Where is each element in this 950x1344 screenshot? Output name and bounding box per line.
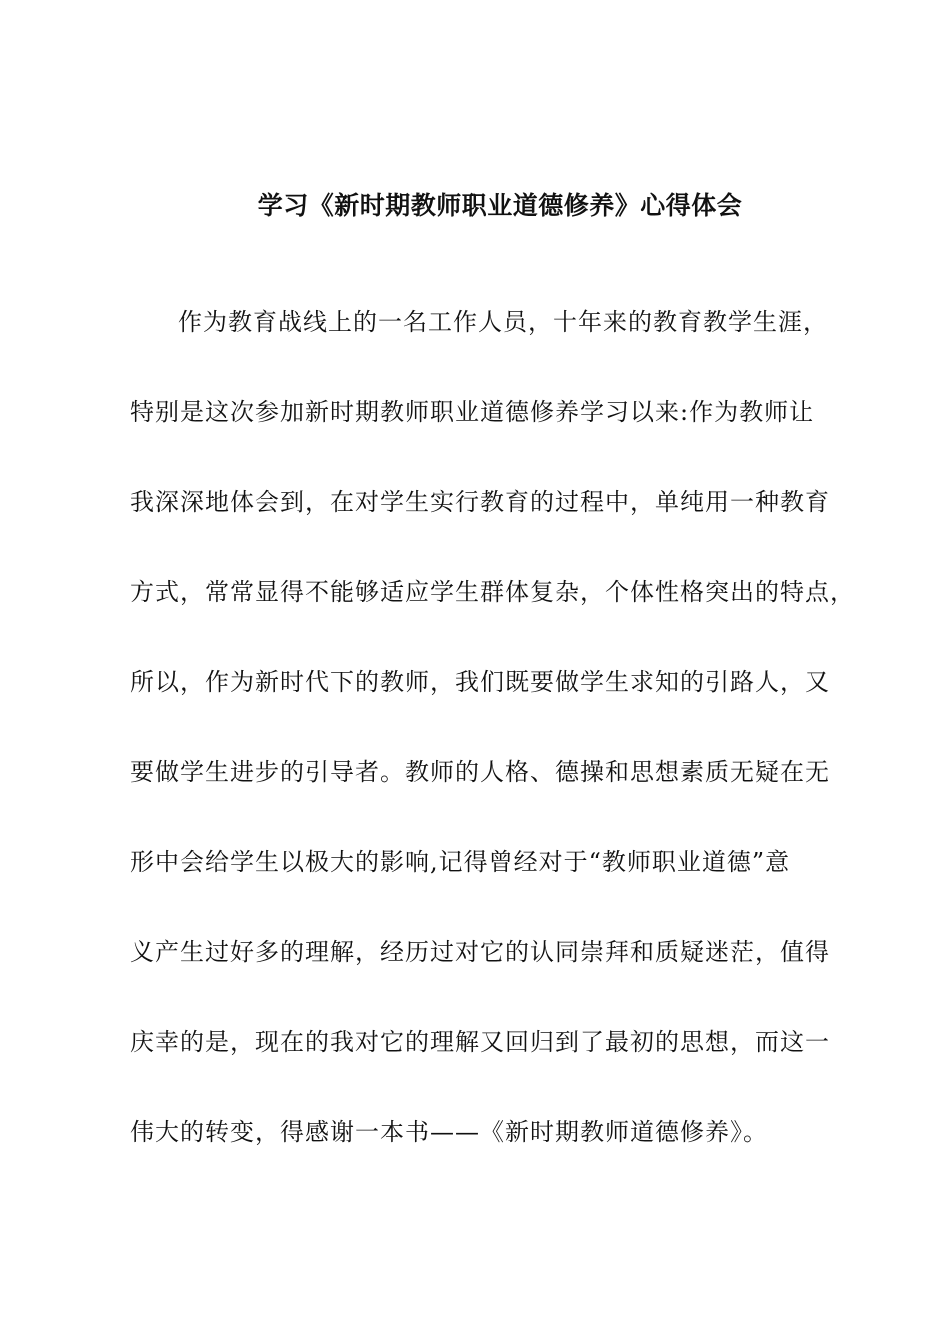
paragraph-line: 所以，作为新时代下的教师，我们既要做学生求知的引路人，又 [130, 668, 830, 696]
paragraph-line: 作为教育战线上的一名工作人员，十年来的教育教学生涯， [178, 308, 828, 336]
paragraph-line: 要做学生进步的引导者。教师的人格、德操和思想素质无疑在无 [130, 758, 830, 786]
paragraph-line: 庆幸的是，现在的我对它的理解又回归到了最初的思想，而这一 [130, 1028, 830, 1056]
paragraph-line: 特别是这次参加新时期教师职业道德修养学习以来:作为教师让 [130, 398, 815, 426]
paragraph-line: 我深深地体会到，在对学生实行教育的过程中，单纯用一种教育 [130, 488, 830, 516]
paragraph-line: 义产生过好多的理解，经历过对它的认同崇拜和质疑迷茫，值得 [130, 938, 830, 966]
paragraph-line: 形中会给学生以极大的影响,记得曾经对于“教师职业道德”意 [130, 848, 791, 876]
paragraph-line: 伟大的转变，得感谢一本书——《新时期教师道德修养》。 [130, 1118, 768, 1146]
paragraph-line: 方式，常常显得不能够适应学生群体复杂，个体性格突出的特点， [130, 578, 855, 606]
document-title: 学习《新时期教师职业道德修养》心得体会 [257, 191, 743, 220]
